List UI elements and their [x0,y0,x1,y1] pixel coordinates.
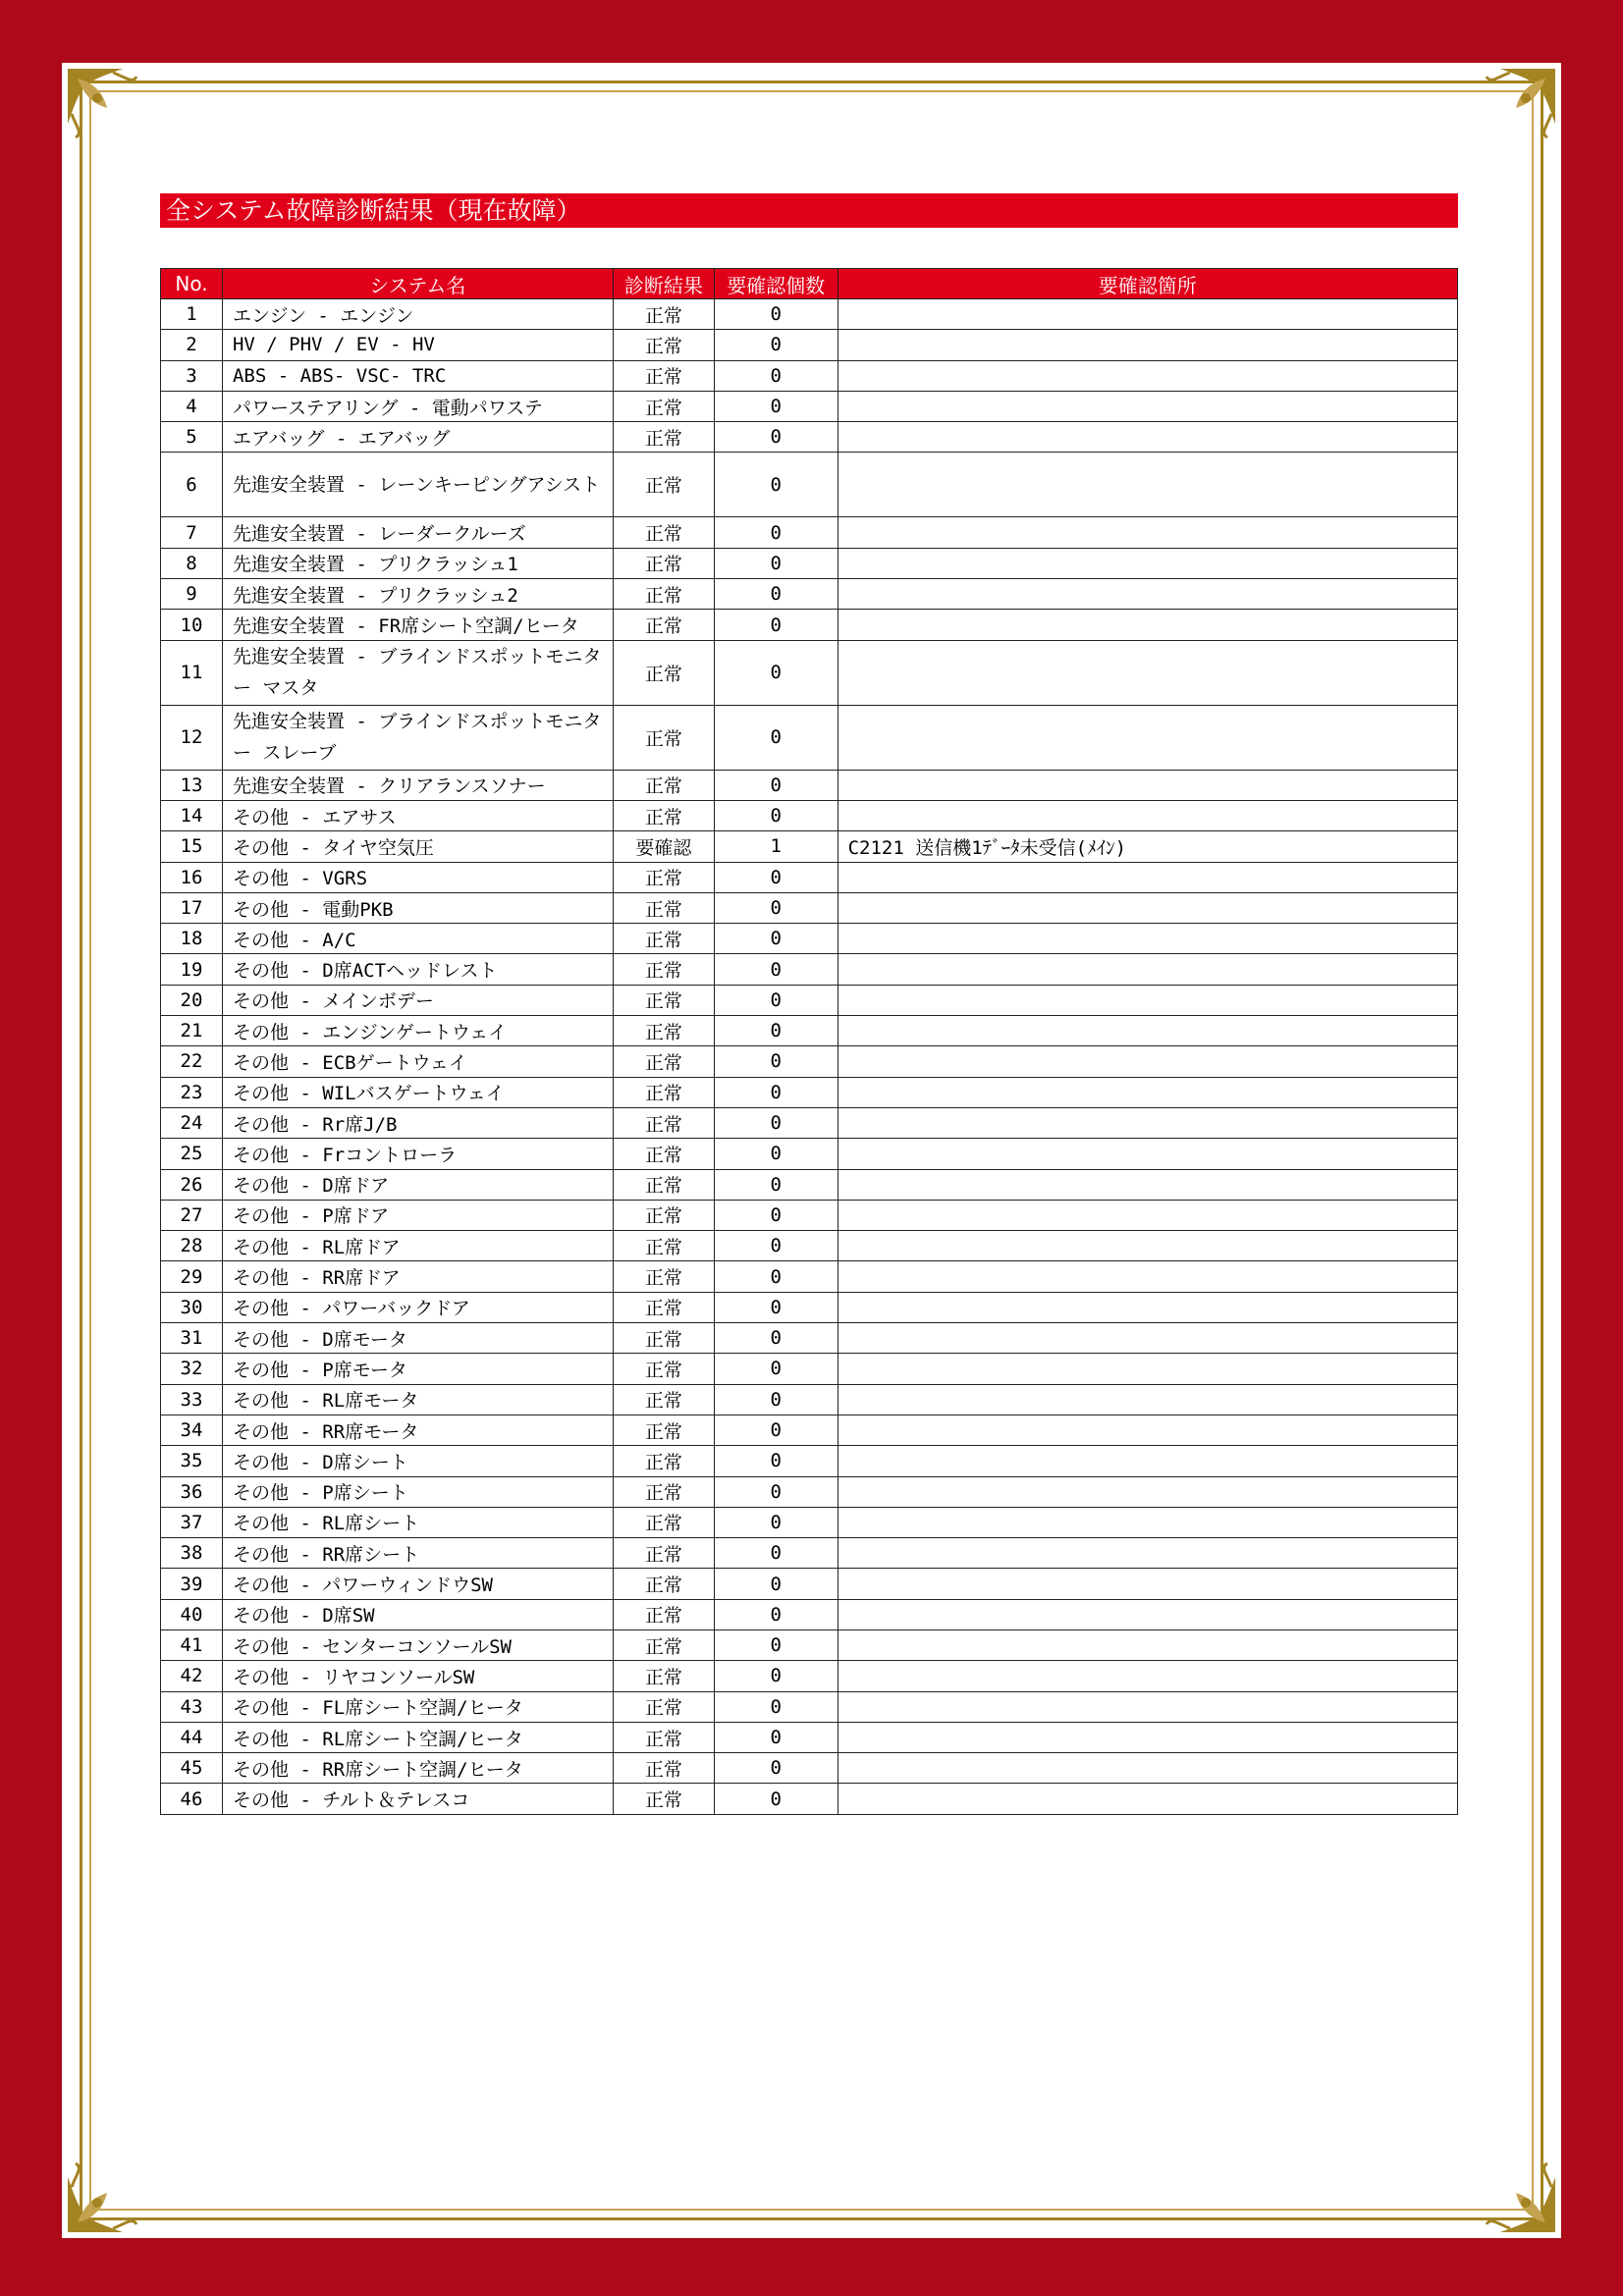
location-cell: C2121 送信機1ﾃﾞｰﾀ未受信(ﾒｲﾝ) [838,831,1457,862]
row-number: 30 [161,1292,223,1322]
location-cell [838,1077,1457,1107]
system-name-cell: 先進安全装置 - レーンキーピングアシスト [222,453,613,517]
row-number: 23 [161,1077,223,1107]
count-cell: 0 [714,330,838,360]
count-cell: 0 [714,1753,838,1784]
count-cell: 0 [714,1629,838,1660]
count-cell: 0 [714,1046,838,1077]
count-cell: 0 [714,800,838,830]
result-cell: 正常 [613,1169,714,1200]
table-row [161,1446,1458,1476]
count-cell: 0 [714,1077,838,1107]
count-cell: 0 [714,1323,838,1354]
row-number: 21 [161,1016,223,1046]
system-name-cell: その他 - P席ドア [222,1200,613,1230]
table-row [161,705,1458,770]
count-cell: 0 [714,954,838,985]
table-row [161,1629,1458,1660]
diagnosis-table [160,268,1458,1815]
table-row [161,360,1458,391]
location-cell [838,1384,1457,1415]
location-cell [838,1107,1457,1138]
location-cell [838,548,1457,578]
result-cell: 正常 [613,1415,714,1445]
result-cell: 正常 [613,391,714,421]
system-name-cell: 先進安全装置 - ブラインドスポットモニター スレーブ [222,705,613,770]
page-title: 全システム故障診断結果（現在故障） [160,193,1458,228]
count-cell: 0 [714,517,838,548]
row-number: 39 [161,1569,223,1599]
row-number: 27 [161,1200,223,1230]
result-cell: 正常 [613,579,714,610]
location-cell [838,1046,1457,1077]
result-cell: 正常 [613,862,714,892]
result-cell: 正常 [613,800,714,830]
count-cell: 0 [714,1261,838,1292]
count-cell: 0 [714,360,838,391]
location-cell [838,1323,1457,1354]
system-name-cell: その他 - RL席モータ [222,1384,613,1415]
count-cell: 0 [714,1446,838,1476]
count-cell: 0 [714,1661,838,1691]
row-number: 46 [161,1784,223,1814]
row-number: 33 [161,1384,223,1415]
count-cell: 0 [714,1599,838,1629]
location-cell [838,892,1457,923]
location-cell [838,299,1457,330]
location-cell [838,800,1457,830]
row-number: 13 [161,770,223,800]
count-cell: 0 [714,985,838,1015]
row-number: 40 [161,1599,223,1629]
count-cell: 1 [714,831,838,862]
table-row [161,299,1458,330]
header-count: 要確認個数 [714,269,838,299]
row-number: 16 [161,862,223,892]
location-cell [838,1446,1457,1476]
system-name-cell: その他 - パワーバックドア [222,1292,613,1322]
table-row [161,391,1458,421]
system-name-cell: その他 - D席ACTヘッドレスト [222,954,613,985]
result-cell: 正常 [613,1016,714,1046]
system-name-cell: 先進安全装置 - プリクラッシュ1 [222,548,613,578]
system-name-cell: その他 - エアサス [222,800,613,830]
location-cell [838,1139,1457,1169]
location-cell [838,705,1457,770]
result-cell: 正常 [613,330,714,360]
result-cell: 正常 [613,1476,714,1507]
system-name-cell: その他 - チルト＆テレスコ [222,1784,613,1814]
count-cell: 0 [714,422,838,453]
system-name-cell: ABS - ABS- VSC- TRC [222,360,613,391]
location-cell [838,1599,1457,1629]
location-cell [838,1354,1457,1384]
result-cell: 正常 [613,892,714,923]
result-cell: 正常 [613,1107,714,1138]
row-number: 6 [161,453,223,517]
result-cell: 正常 [613,453,714,517]
system-name-cell: その他 - A/C [222,924,613,954]
count-cell: 0 [714,1415,838,1445]
result-cell: 正常 [613,1691,714,1722]
table-row [161,924,1458,954]
table-row [161,800,1458,830]
row-number: 8 [161,548,223,578]
row-number: 9 [161,579,223,610]
row-number: 22 [161,1046,223,1077]
table-row [161,517,1458,548]
table-row [161,1753,1458,1784]
system-name-cell: エアバッグ - エアバッグ [222,422,613,453]
location-cell [838,1538,1457,1569]
row-number: 1 [161,299,223,330]
result-cell: 正常 [613,1046,714,1077]
table-row [161,1784,1458,1814]
table-row [161,1077,1458,1107]
row-number: 28 [161,1231,223,1261]
count-cell: 0 [714,610,838,640]
result-cell: 正常 [613,1753,714,1784]
result-cell: 正常 [613,1200,714,1230]
table-row [161,1292,1458,1322]
row-number: 44 [161,1722,223,1752]
row-number: 15 [161,831,223,862]
system-name-cell: HV / PHV / EV - HV [222,330,613,360]
result-cell: 正常 [613,924,714,954]
table-row [161,579,1458,610]
header-no: No. [161,269,223,299]
location-cell [838,1169,1457,1200]
system-name-cell: その他 - D席シート [222,1446,613,1476]
count-cell: 0 [714,924,838,954]
count-cell: 0 [714,705,838,770]
table-row [161,1139,1458,1169]
result-cell: 正常 [613,1629,714,1660]
result-cell: 正常 [613,548,714,578]
result-cell: 正常 [613,1077,714,1107]
table-row [161,985,1458,1015]
system-name-cell: その他 - リヤコンソールSW [222,1661,613,1691]
row-number: 5 [161,422,223,453]
table-row [161,640,1458,705]
table-row [161,1016,1458,1046]
location-cell [838,640,1457,705]
row-number: 11 [161,640,223,705]
table-row [161,1323,1458,1354]
system-name-cell: その他 - WILバスゲートウェイ [222,1077,613,1107]
count-cell: 0 [714,1139,838,1169]
result-cell: 正常 [613,1722,714,1752]
header-location: 要確認箇所 [838,269,1457,299]
system-name-cell: その他 - ECBゲートウェイ [222,1046,613,1077]
corner-ornament-icon [64,65,158,159]
count-cell: 0 [714,862,838,892]
location-cell [838,1691,1457,1722]
table-row [161,548,1458,578]
table-row [161,1169,1458,1200]
location-cell [838,770,1457,800]
result-cell: 正常 [613,705,714,770]
count-cell: 0 [714,1292,838,1322]
table-row [161,1200,1458,1230]
table-row [161,1599,1458,1629]
table-row [161,770,1458,800]
table-row [161,1231,1458,1261]
count-cell: 0 [714,770,838,800]
system-name-cell: その他 - D席SW [222,1599,613,1629]
row-number: 7 [161,517,223,548]
row-number: 35 [161,1446,223,1476]
count-cell: 0 [714,640,838,705]
table-row [161,422,1458,453]
location-cell [838,1784,1457,1814]
table-row [161,610,1458,640]
count-cell: 0 [714,1107,838,1138]
system-name-cell: その他 - エンジンゲートウェイ [222,1016,613,1046]
table-row [161,1415,1458,1445]
row-number: 20 [161,985,223,1015]
location-cell [838,330,1457,360]
result-cell: 正常 [613,1292,714,1322]
table-row [161,954,1458,985]
row-number: 31 [161,1323,223,1354]
location-cell [838,954,1457,985]
result-cell: 正常 [613,985,714,1015]
result-cell: 正常 [613,1261,714,1292]
count-cell: 0 [714,1507,838,1537]
system-name-cell: その他 - RL席シート空調/ヒータ [222,1722,613,1752]
result-cell: 正常 [613,640,714,705]
row-number: 24 [161,1107,223,1138]
count-cell: 0 [714,1231,838,1261]
location-cell [838,360,1457,391]
system-name-cell: その他 - VGRS [222,862,613,892]
system-name-cell: 先進安全装置 - プリクラッシュ2 [222,579,613,610]
result-cell: 正常 [613,422,714,453]
row-number: 32 [161,1354,223,1384]
row-number: 10 [161,610,223,640]
location-cell [838,862,1457,892]
row-number: 37 [161,1507,223,1537]
row-number: 41 [161,1629,223,1660]
count-cell: 0 [714,1691,838,1722]
row-number: 12 [161,705,223,770]
corner-ornament-icon [1465,65,1559,159]
system-name-cell: エンジン - エンジン [222,299,613,330]
location-cell [838,1476,1457,1507]
table-row [161,1661,1458,1691]
result-cell: 正常 [613,1323,714,1354]
result-cell: 要確認 [613,831,714,862]
count-cell: 0 [714,1169,838,1200]
result-cell: 正常 [613,1231,714,1261]
result-cell: 正常 [613,1661,714,1691]
location-cell [838,579,1457,610]
system-name-cell: その他 - RR席モータ [222,1415,613,1445]
row-number: 18 [161,924,223,954]
table-row [161,892,1458,923]
result-cell: 正常 [613,1446,714,1476]
location-cell [838,1415,1457,1445]
system-name-cell: その他 - パワーウィンドウSW [222,1569,613,1599]
system-name-cell: その他 - Rr席J/B [222,1107,613,1138]
table-row [161,1384,1458,1415]
location-cell [838,924,1457,954]
result-cell: 正常 [613,1507,714,1537]
location-cell [838,422,1457,453]
table-row [161,1046,1458,1077]
result-cell: 正常 [613,610,714,640]
table-header-row [161,269,1458,299]
count-cell: 0 [714,1784,838,1814]
header-system-name: システム名 [222,269,613,299]
location-cell [838,517,1457,548]
table-row [161,453,1458,517]
count-cell: 0 [714,1200,838,1230]
count-cell: 0 [714,579,838,610]
table-row [161,330,1458,360]
location-cell [838,1661,1457,1691]
location-cell [838,1200,1457,1230]
system-name-cell: その他 - D席モータ [222,1323,613,1354]
system-name-cell: その他 - RR席シート空調/ヒータ [222,1753,613,1784]
system-name-cell: その他 - D席ドア [222,1169,613,1200]
row-number: 14 [161,800,223,830]
table-body [161,299,1458,1815]
location-cell [838,1292,1457,1322]
row-number: 42 [161,1661,223,1691]
result-cell: 正常 [613,1599,714,1629]
system-name-cell: その他 - Frコントローラ [222,1139,613,1169]
location-cell [838,985,1457,1015]
system-name-cell: 先進安全装置 - レーダークルーズ [222,517,613,548]
count-cell: 0 [714,299,838,330]
result-cell: 正常 [613,954,714,985]
result-cell: 正常 [613,299,714,330]
location-cell [838,1629,1457,1660]
system-name-cell: パワーステアリング - 電動パワステ [222,391,613,421]
result-cell: 正常 [613,1354,714,1384]
system-name-cell: その他 - RL席シート [222,1507,613,1537]
result-cell: 正常 [613,770,714,800]
count-cell: 0 [714,1354,838,1384]
row-number: 3 [161,360,223,391]
row-number: 26 [161,1169,223,1200]
location-cell [838,453,1457,517]
location-cell [838,1261,1457,1292]
location-cell [838,1016,1457,1046]
system-name-cell: 先進安全装置 - クリアランスソナー [222,770,613,800]
result-cell: 正常 [613,1384,714,1415]
row-number: 17 [161,892,223,923]
count-cell: 0 [714,1384,838,1415]
table-row [161,831,1458,862]
corner-ornament-icon [64,2142,158,2236]
row-number: 45 [161,1753,223,1784]
location-cell [838,1722,1457,1752]
system-name-cell: その他 - RR席シート [222,1538,613,1569]
table-row [161,1261,1458,1292]
table-row [161,1107,1458,1138]
row-number: 19 [161,954,223,985]
count-cell: 0 [714,892,838,923]
table-row [161,1538,1458,1569]
location-cell [838,391,1457,421]
count-cell: 0 [714,548,838,578]
system-name-cell: その他 - 電動PKB [222,892,613,923]
table-row [161,1507,1458,1537]
table-row [161,1691,1458,1722]
header-result: 診断結果 [613,269,714,299]
row-number: 38 [161,1538,223,1569]
table-row [161,1476,1458,1507]
row-number: 36 [161,1476,223,1507]
result-cell: 正常 [613,1538,714,1569]
system-name-cell: その他 - タイヤ空気圧 [222,831,613,862]
table-row [161,862,1458,892]
corner-ornament-icon [1465,2142,1559,2236]
location-cell [838,1569,1457,1599]
location-cell [838,1753,1457,1784]
result-cell: 正常 [613,360,714,391]
row-number: 34 [161,1415,223,1445]
row-number: 4 [161,391,223,421]
result-cell: 正常 [613,517,714,548]
count-cell: 0 [714,1722,838,1752]
location-cell [838,1231,1457,1261]
count-cell: 0 [714,391,838,421]
result-cell: 正常 [613,1784,714,1814]
location-cell [838,1507,1457,1537]
table-row [161,1722,1458,1752]
system-name-cell: その他 - RL席ドア [222,1231,613,1261]
count-cell: 0 [714,1569,838,1599]
document-page [62,63,1561,2238]
result-cell: 正常 [613,1139,714,1169]
system-name-cell: その他 - センターコンソールSW [222,1629,613,1660]
system-name-cell: その他 - P席シート [222,1476,613,1507]
system-name-cell: 先進安全装置 - ブラインドスポットモニター マスタ [222,640,613,705]
table-row [161,1569,1458,1599]
row-number: 2 [161,330,223,360]
row-number: 43 [161,1691,223,1722]
system-name-cell: その他 - P席モータ [222,1354,613,1384]
row-number: 25 [161,1139,223,1169]
system-name-cell: その他 - FL席シート空調/ヒータ [222,1691,613,1722]
system-name-cell: その他 - メインボデー [222,985,613,1015]
count-cell: 0 [714,453,838,517]
table-row [161,1354,1458,1384]
count-cell: 0 [714,1476,838,1507]
count-cell: 0 [714,1538,838,1569]
system-name-cell: 先進安全装置 - FR席シート空調/ヒータ [222,610,613,640]
count-cell: 0 [714,1016,838,1046]
result-cell: 正常 [613,1569,714,1599]
location-cell [838,610,1457,640]
system-name-cell: その他 - RR席ドア [222,1261,613,1292]
row-number: 29 [161,1261,223,1292]
